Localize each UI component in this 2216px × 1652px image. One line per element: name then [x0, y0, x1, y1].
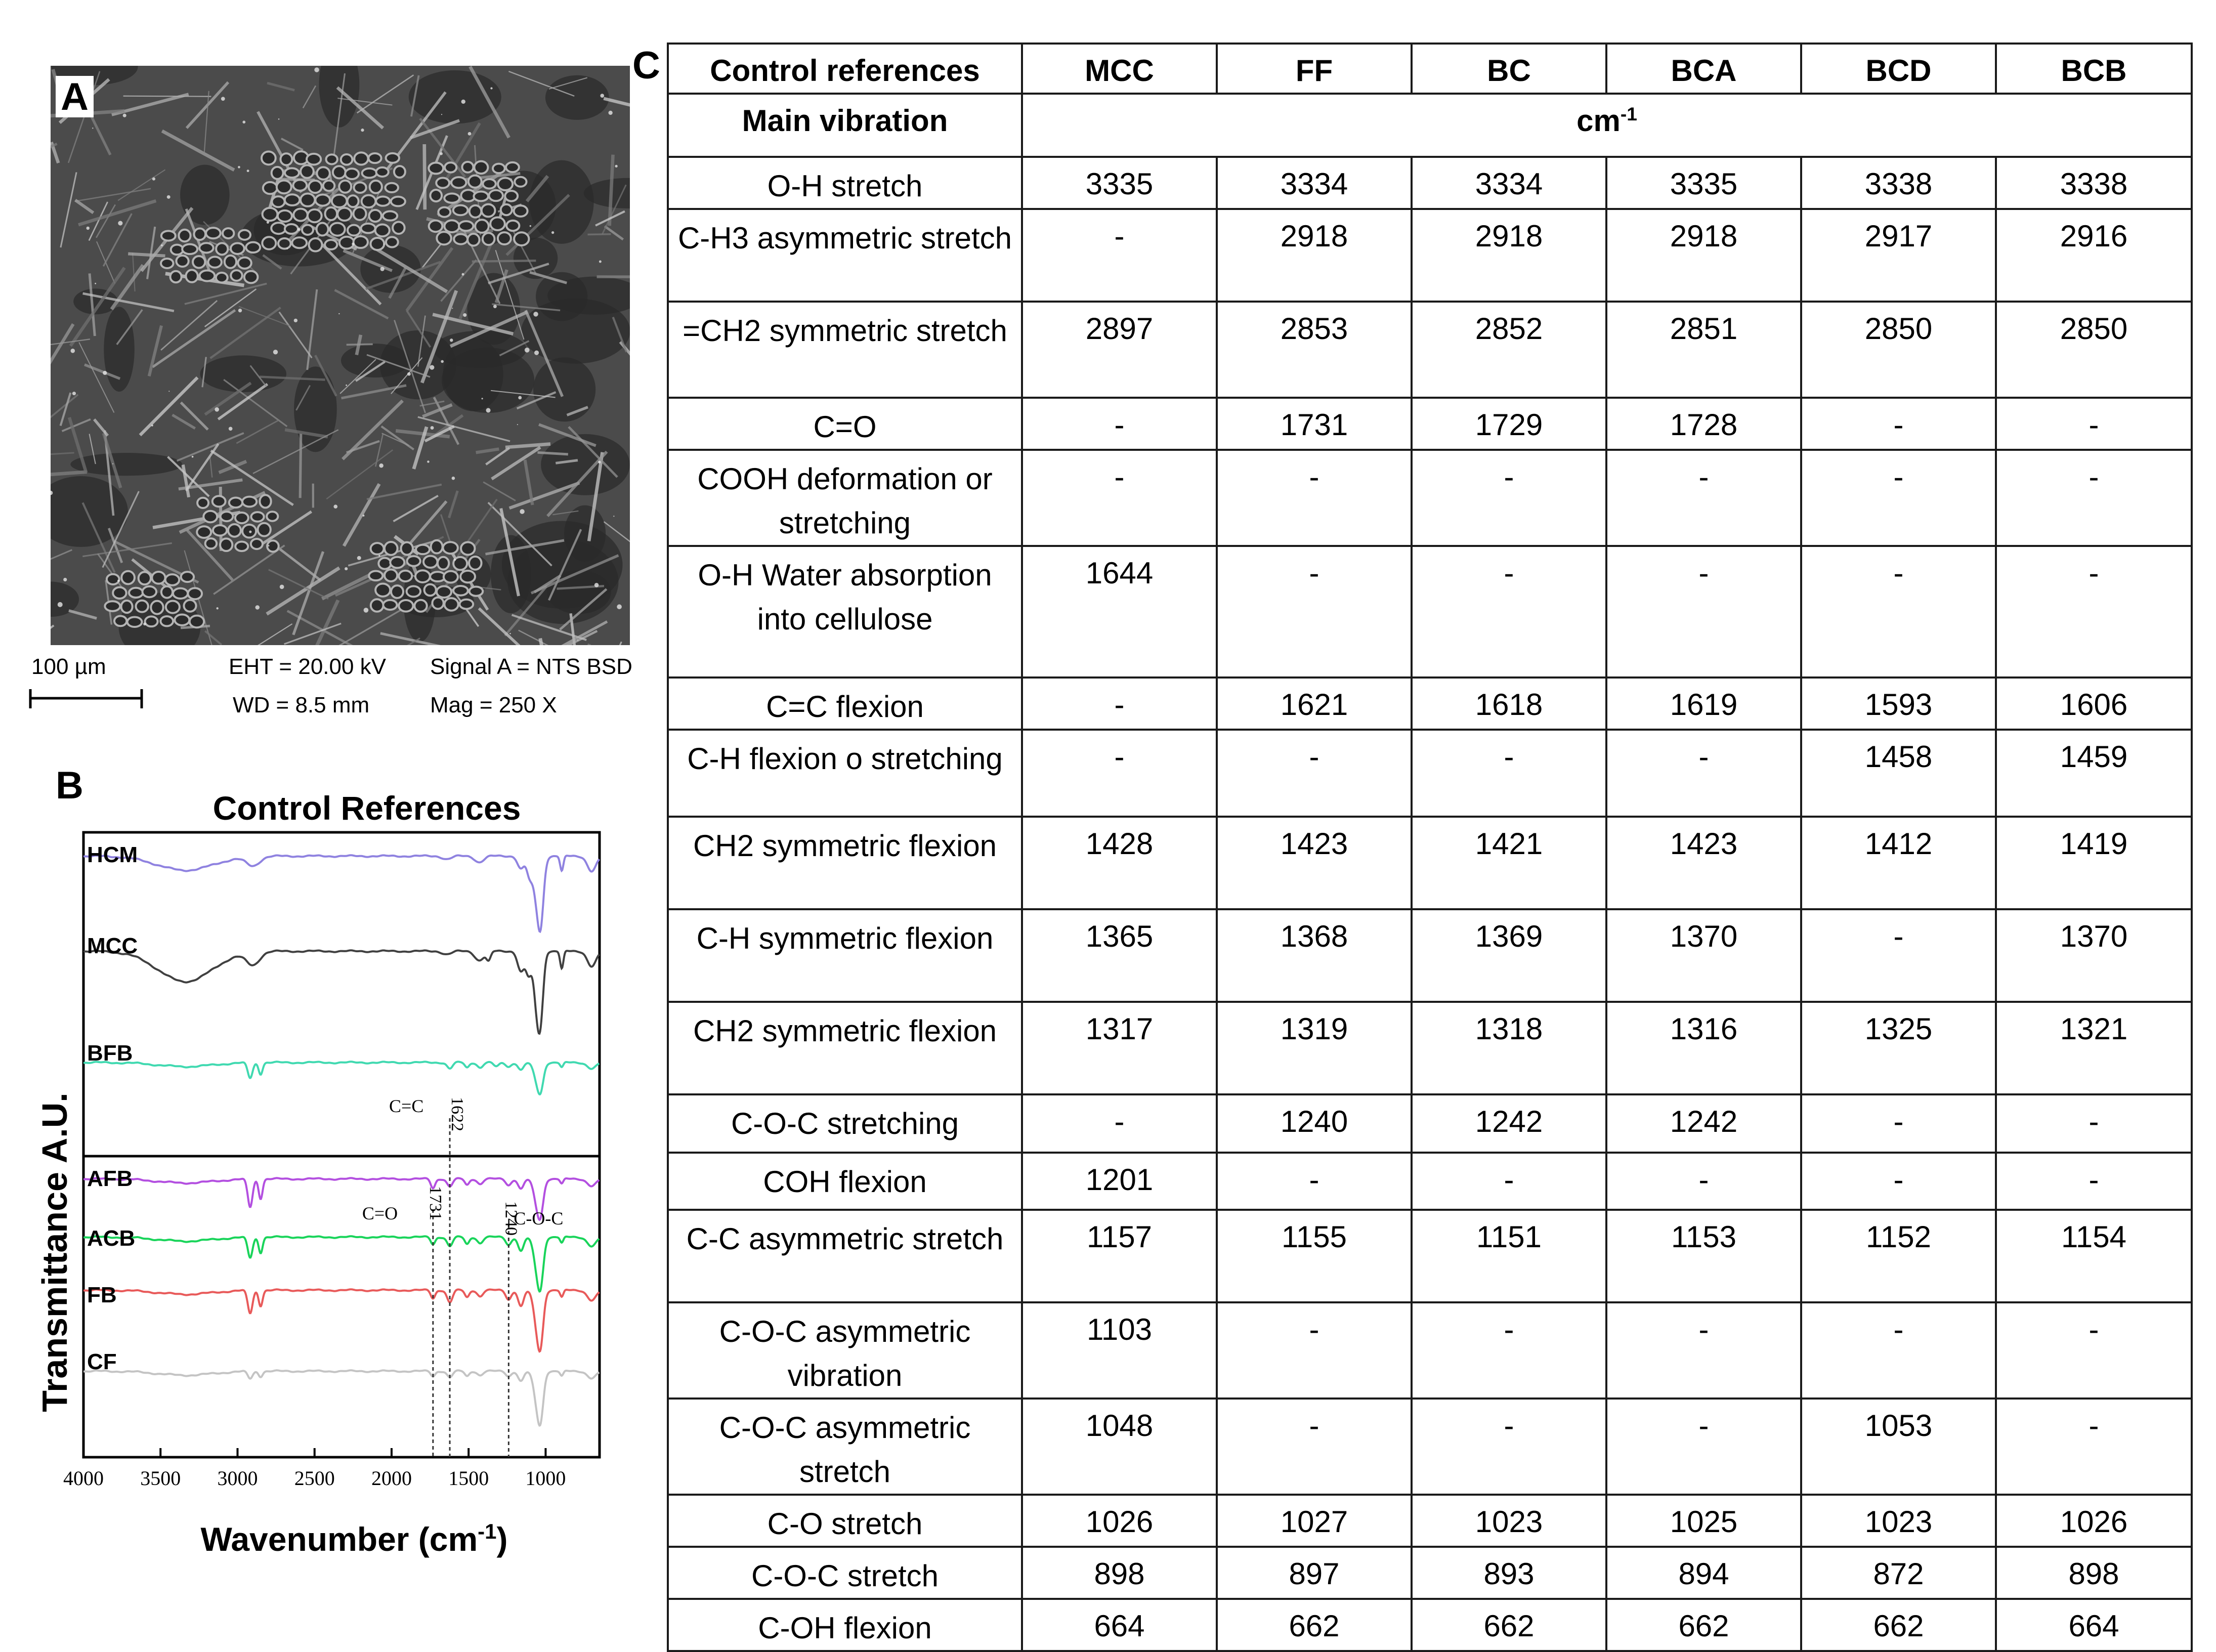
column-header-bc: BC — [1412, 44, 1606, 94]
table-row — [668, 546, 2192, 677]
wavenumber-cell: - — [1801, 450, 1996, 546]
table-row — [668, 157, 2192, 209]
vibration-name: C-O-C stretch — [668, 1547, 1022, 1599]
wavenumber-cell: - — [1217, 1153, 1412, 1210]
wavenumber-cell: 2850 — [1801, 302, 1996, 398]
wavenumber-cell: 1728 — [1606, 398, 1801, 450]
annot-coc-num: 1240 — [501, 1201, 520, 1236]
wavenumber-cell: 662 — [1801, 1599, 1996, 1651]
vibration-name: C-H3 asymmetric stretch — [668, 209, 1022, 302]
wavenumber-cell: 1428 — [1022, 817, 1217, 909]
wavenumber-cell: 1619 — [1606, 677, 1801, 730]
wavenumber-cell: - — [1801, 909, 1996, 1002]
wavenumber-cell: - — [1217, 450, 1412, 546]
wavenumber-cell: - — [1022, 730, 1217, 817]
ftir-frame — [83, 832, 600, 1457]
wavenumber-cell: 1325 — [1801, 1002, 1996, 1094]
wavenumber-cell: 898 — [1996, 1547, 2192, 1599]
table-row — [668, 1094, 2192, 1153]
trace-label: HCM — [87, 842, 138, 867]
wavenumber-cell: 2897 — [1022, 302, 1217, 398]
wavenumber-cell: 1153 — [1606, 1210, 1801, 1302]
wavenumber-cell: - — [1412, 730, 1606, 817]
wavenumber-cell: 2918 — [1217, 209, 1412, 302]
wavenumber-cell: 1053 — [1801, 1399, 1996, 1495]
wavenumber-cell: - — [1801, 1302, 1996, 1399]
wavenumber-cell: - — [1801, 398, 1996, 450]
vibration-name: CH2 symmetric flexion — [668, 817, 1022, 909]
wavenumber-cell: 664 — [1996, 1599, 2192, 1651]
wavenumber-cell: - — [1606, 1399, 1801, 1495]
annot-co: C=O — [362, 1203, 398, 1223]
vibration-name: C-O-C stretching — [668, 1094, 1022, 1153]
wavenumber-cell: 1155 — [1217, 1210, 1412, 1302]
wavenumber-cell: - — [1217, 730, 1412, 817]
wavenumber-cell: 2918 — [1412, 209, 1606, 302]
vibration-name: =CH2 symmetric stretch — [668, 302, 1022, 398]
table-row — [668, 1599, 2192, 1651]
vibration-name: C-C asymmetric stretch — [668, 1210, 1022, 1302]
main-vibration-header: Main vibration — [668, 94, 1022, 157]
wavenumber-cell: - — [1996, 398, 2192, 450]
wavenumber-cell: - — [1996, 1153, 2192, 1210]
wavenumber-cell: 1593 — [1801, 677, 1996, 730]
annot-cc-num: 1622 — [448, 1097, 466, 1131]
sem-eht: EHT = 20.00 kV — [229, 656, 386, 678]
x-tick-label: 2000 — [371, 1467, 412, 1490]
table-header-row — [668, 44, 2192, 94]
wavenumber-cell: 1368 — [1217, 909, 1412, 1002]
vibration-name: C-O stretch — [668, 1495, 1022, 1547]
table-row — [668, 1153, 2192, 1210]
wavenumber-cell: 1242 — [1606, 1094, 1801, 1153]
wavenumber-cell: 1318 — [1412, 1002, 1606, 1094]
wavenumber-cell: 1423 — [1217, 817, 1412, 909]
table-row — [668, 450, 2192, 546]
x-tick-label: 1000 — [525, 1467, 566, 1490]
x-tick-label: 2500 — [294, 1467, 335, 1490]
trace-label: FB — [87, 1283, 117, 1307]
wavenumber-cell: 1048 — [1022, 1399, 1217, 1495]
vibration-name: COH flexion — [668, 1153, 1022, 1210]
wavenumber-cell: 1027 — [1217, 1495, 1412, 1547]
wavenumber-cell: - — [1996, 450, 2192, 546]
wavenumber-cell: 1026 — [1022, 1495, 1217, 1547]
wavenumber-cell: 898 — [1022, 1547, 1217, 1599]
table-row — [668, 1399, 2192, 1495]
table-row — [668, 909, 2192, 1002]
wavenumber-cell: - — [1801, 1153, 1996, 1210]
sem-mag: Mag = 250 X — [430, 694, 557, 716]
wavenumber-cell: 2852 — [1412, 302, 1606, 398]
wavenumber-cell: 1242 — [1412, 1094, 1606, 1153]
vibration-name: O-H Water absorption into cellulose — [668, 546, 1022, 677]
vibration-name: C-OH flexion — [668, 1599, 1022, 1651]
wavenumber-cell: 1321 — [1996, 1002, 2192, 1094]
wavenumber-cell: 1419 — [1996, 817, 2192, 909]
wavenumber-cell: - — [1996, 1094, 2192, 1153]
wavenumber-cell: 1240 — [1217, 1094, 1412, 1153]
column-header-bca: BCA — [1606, 44, 1801, 94]
wavenumber-cell: 1729 — [1412, 398, 1606, 450]
ftir-trace-bfb — [83, 1062, 599, 1094]
wavenumber-cell: - — [1606, 546, 1801, 677]
control-references-header: Control references — [668, 44, 1022, 94]
wavenumber-cell: 1412 — [1801, 817, 1996, 909]
wavenumber-cell: - — [1022, 677, 1217, 730]
wavenumber-cell: 1423 — [1606, 817, 1801, 909]
table-row — [668, 817, 2192, 909]
wavenumber-cell: 2853 — [1217, 302, 1412, 398]
wavenumber-cell: - — [1996, 1302, 2192, 1399]
wavenumber-cell: - — [1217, 546, 1412, 677]
ftir-trace-fb — [83, 1289, 599, 1351]
table-subheader-row — [668, 94, 2192, 157]
wavenumber-cell: 3335 — [1022, 157, 1217, 209]
wavenumber-cell: 1365 — [1022, 909, 1217, 1002]
wavenumber-cell: 1319 — [1217, 1002, 1412, 1094]
sem-micrograph — [51, 66, 630, 645]
wavenumber-cell: 3335 — [1606, 157, 1801, 209]
scale-bar — [28, 688, 147, 718]
panel-label-c: C — [632, 47, 660, 85]
unit-header: $cm^{-1}$ — [1022, 94, 2192, 157]
wavenumber-cell: 1369 — [1412, 909, 1606, 1002]
wavenumber-cell: 872 — [1801, 1547, 1996, 1599]
vibration-name: C=O — [668, 398, 1022, 450]
wavenumber-cell: 1023 — [1412, 1495, 1606, 1547]
column-header-ff: FF — [1217, 44, 1412, 94]
wavenumber-cell: 2851 — [1606, 302, 1801, 398]
ftir-trace-cf — [83, 1370, 599, 1425]
table-row — [668, 677, 2192, 730]
ftir-trace-mcc — [83, 950, 599, 1034]
wavenumber-cell: 893 — [1412, 1547, 1606, 1599]
panel-label-a: A — [56, 76, 94, 117]
wavenumber-cell: - — [1996, 1399, 2192, 1495]
wavenumber-cell: 1025 — [1606, 1495, 1801, 1547]
vibration-name: C-H flexion o stretching — [668, 730, 1022, 817]
wavenumber-cell: - — [1996, 546, 2192, 677]
wavenumber-cell: 897 — [1217, 1547, 1412, 1599]
table-row — [668, 730, 2192, 817]
wavenumber-cell: 1103 — [1022, 1302, 1217, 1399]
vibration-name: C-H symmetric flexion — [668, 909, 1022, 1002]
ftir-trace-acb — [83, 1236, 599, 1291]
vibration-name: C-O-C asymmetric vibration — [668, 1302, 1022, 1399]
wavenumber-cell: - — [1606, 730, 1801, 817]
wavenumber-cell: 894 — [1606, 1547, 1801, 1599]
annot-coc: C-O-C — [514, 1208, 563, 1229]
table-row — [668, 1210, 2192, 1302]
wavenumber-cell: - — [1412, 1399, 1606, 1495]
ftir-trace-hcm — [83, 855, 599, 931]
wavenumber-cell: 1618 — [1412, 677, 1606, 730]
table-row — [668, 1495, 2192, 1547]
annot-co-num: 1731 — [426, 1186, 445, 1220]
x-tick-label: 1500 — [448, 1467, 489, 1490]
wavenumber-cell: - — [1022, 209, 1217, 302]
trace-label: BFB — [87, 1041, 133, 1066]
table-row — [668, 302, 2192, 398]
vibration-name: O-H stretch — [668, 157, 1022, 209]
wavenumber-cell: 1023 — [1801, 1495, 1996, 1547]
wavenumber-cell: 1421 — [1412, 817, 1606, 909]
ftir-xlabel: Wavenumber $(cm^{-1})$ — [200, 1519, 507, 1558]
wavenumber-cell: 664 — [1022, 1599, 1217, 1651]
table-row — [668, 1547, 2192, 1599]
sem-signal: Signal A = NTS BSD — [430, 656, 632, 678]
wavenumber-cell: 1370 — [1606, 909, 1801, 1002]
x-tick-label: 3000 — [217, 1467, 258, 1490]
sem-image — [51, 66, 630, 645]
wavenumber-cell: 1157 — [1022, 1210, 1217, 1302]
wavenumber-cell: - — [1022, 398, 1217, 450]
wavenumber-cell: 1317 — [1022, 1002, 1217, 1094]
wavenumber-cell: 2918 — [1606, 209, 1801, 302]
wavenumber-cell: 1151 — [1412, 1210, 1606, 1302]
wavenumber-cell: - — [1022, 450, 1217, 546]
wavenumber-cell: - — [1606, 1302, 1801, 1399]
sem-wd: WD = 8.5 mm — [233, 694, 369, 716]
wavenumber-cell: 1026 — [1996, 1495, 2192, 1547]
vibration-table — [667, 43, 2191, 1652]
table-row — [668, 209, 2192, 302]
wavenumber-cell: 1154 — [1996, 1210, 2192, 1302]
wavenumber-cell: - — [1412, 1302, 1606, 1399]
wavenumber-cell: - — [1412, 546, 1606, 677]
wavenumber-cell: - — [1217, 1399, 1412, 1495]
vibration-name: C=C flexion — [668, 677, 1022, 730]
wavenumber-cell: - — [1022, 1094, 1217, 1153]
table-row — [668, 1002, 2192, 1094]
wavenumber-cell: 2917 — [1801, 209, 1996, 302]
wavenumber-cell: 3334 — [1217, 157, 1412, 209]
ftir-chart — [0, 779, 658, 1624]
ftir-ylabel: Transmittance A.U. — [35, 1092, 74, 1412]
wavenumber-cell: 1621 — [1217, 677, 1412, 730]
wavenumber-cell: 3334 — [1412, 157, 1606, 209]
wavenumber-cell: 662 — [1412, 1599, 1606, 1651]
column-header-mcc: MCC — [1022, 44, 1217, 94]
trace-label: ACB — [87, 1226, 135, 1251]
wavenumber-cell: 2916 — [1996, 209, 2192, 302]
trace-label: MCC — [87, 934, 138, 958]
trace-label: AFB — [87, 1166, 133, 1191]
x-tick-label: 3500 — [140, 1467, 181, 1490]
wavenumber-cell: 1606 — [1996, 677, 2192, 730]
table-row — [668, 398, 2192, 450]
column-header-bcb: BCB — [1996, 44, 2192, 94]
wavenumber-cell: 662 — [1606, 1599, 1801, 1651]
wavenumber-cell: - — [1801, 1094, 1996, 1153]
wavenumber-cell: 1458 — [1801, 730, 1996, 817]
wavenumber-cell: 1370 — [1996, 909, 2192, 1002]
wavenumber-cell: 1316 — [1606, 1002, 1801, 1094]
ftir-title: Control References — [213, 789, 521, 827]
wavenumber-cell: - — [1412, 1153, 1606, 1210]
wavenumber-cell: - — [1606, 450, 1801, 546]
wavenumber-cell: 3338 — [1996, 157, 2192, 209]
vibration-name: CH2 symmetric flexion — [668, 1002, 1022, 1094]
vibration-name: COOH deformation or stretching — [668, 450, 1022, 546]
wavenumber-cell: 1201 — [1022, 1153, 1217, 1210]
scale-bar-label: 100 µm — [31, 656, 106, 678]
column-header-bcd: BCD — [1801, 44, 1996, 94]
wavenumber-cell: 662 — [1217, 1599, 1412, 1651]
wavenumber-cell: 1152 — [1801, 1210, 1996, 1302]
table-row — [668, 1302, 2192, 1399]
wavenumber-cell: - — [1217, 1302, 1412, 1399]
wavenumber-cell: - — [1606, 1153, 1801, 1210]
annot-cc: C=C — [389, 1096, 423, 1116]
trace-label: CF — [87, 1349, 117, 1374]
wavenumber-cell: 3338 — [1801, 157, 1996, 209]
wavenumber-cell: 2850 — [1996, 302, 2192, 398]
wavenumber-cell: 1644 — [1022, 546, 1217, 677]
wavenumber-cell: 1731 — [1217, 398, 1412, 450]
panel-label-b: B — [56, 767, 83, 805]
x-tick-label: 4000 — [63, 1467, 104, 1490]
wavenumber-cell: - — [1412, 450, 1606, 546]
wavenumber-cell: - — [1801, 546, 1996, 677]
vibration-name: C-O-C asymmetric stretch — [668, 1399, 1022, 1495]
wavenumber-cell: 1459 — [1996, 730, 2192, 817]
